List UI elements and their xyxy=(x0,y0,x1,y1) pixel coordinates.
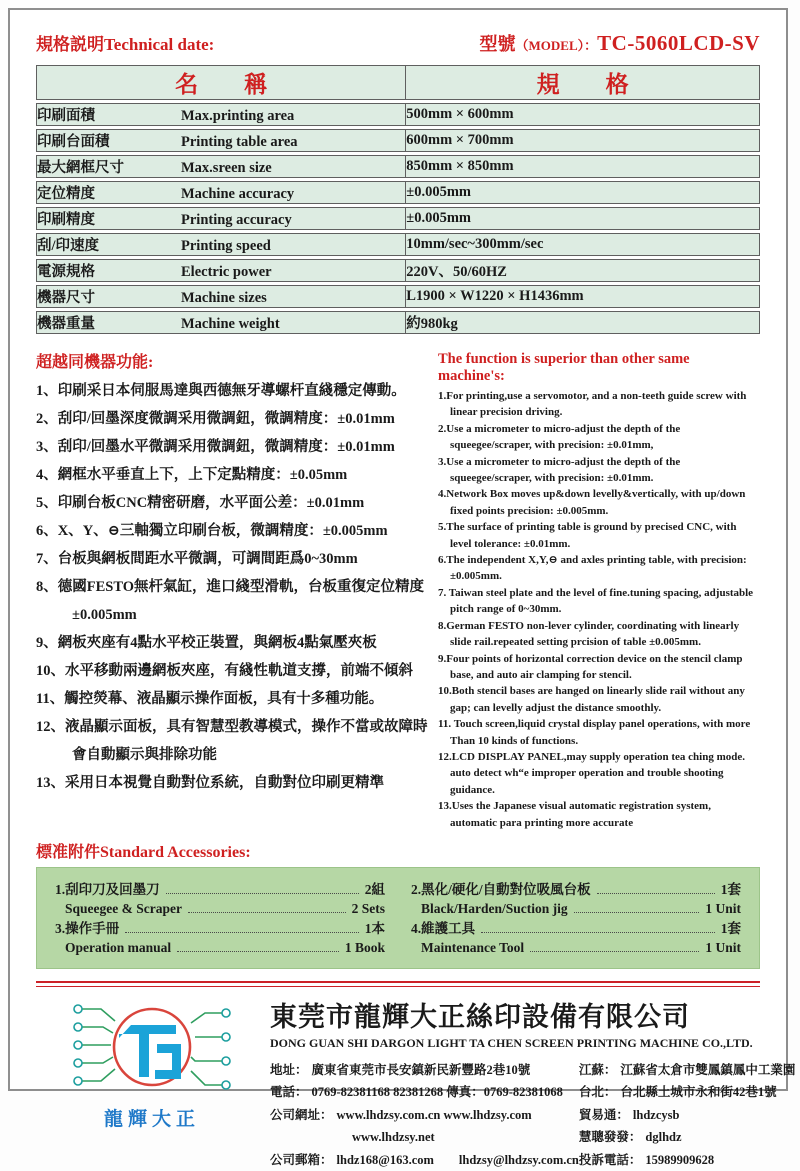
feature-cn-item: 4、網框水平垂直上下，上下定點精度：±0.05mm xyxy=(36,467,348,483)
feature-en-item: 4.Network Box moves up&down levelly&vertically, with up/down fixed points precision: ±0.005mm. xyxy=(438,488,746,517)
contact-label: 公司網址： xyxy=(270,1107,333,1122)
spec-name-cell xyxy=(36,285,405,308)
spec-name-cn: 印刷精度 xyxy=(37,212,95,228)
footer-divider-rule xyxy=(36,981,760,987)
accessory-line xyxy=(55,919,385,939)
accessory-quantity: 1 Unit xyxy=(705,940,741,956)
accessories-box xyxy=(36,867,760,969)
features-section xyxy=(36,349,760,831)
features-en-title: The function is superior than other same machine's: xyxy=(438,351,690,384)
contacts-left-column xyxy=(270,1059,579,1171)
accessory-line xyxy=(55,938,385,958)
contact-label: 投訴電話： xyxy=(578,1152,642,1167)
spec-name-cn: 刮/印速度 xyxy=(37,238,100,254)
spec-table xyxy=(36,62,760,337)
feature-cn-item: 9、網板夾座有4點水平校正裝置，與網板4點氣壓夾板 xyxy=(36,635,377,651)
spec-value-cell: 10mm/sec~300mm/sec xyxy=(405,233,760,256)
accessories-right-column xyxy=(411,880,741,958)
spec-name-cn: 印刷面積 xyxy=(37,108,95,124)
accessory-line xyxy=(411,938,741,958)
spec-table-row xyxy=(36,129,760,152)
spec-name-en: Max.printing area xyxy=(181,108,295,124)
contact-value: 江蘇省太倉市雙鳳鎮鳳中工業園 xyxy=(620,1062,796,1077)
accessory-line xyxy=(55,899,385,919)
dotted-leader xyxy=(188,901,346,913)
spec-name-cell xyxy=(36,181,405,204)
accessory-label: 4.維護工具 xyxy=(411,920,476,936)
spec-table-row xyxy=(36,207,760,230)
accessory-line xyxy=(411,880,741,900)
feature-en-item: 12.LCD DISPLAY PANEL,may supply operation tea ching mode. auto detect wh“e improper operation and trouble shooting guidance. xyxy=(438,750,746,796)
features-cn-title: 超越同機器功能: xyxy=(36,354,154,371)
dotted-leader xyxy=(597,882,715,894)
accessory-label: 2.黑化/硬化/自動對位吸風台板 xyxy=(411,881,591,897)
feature-en-item: 9.Four points of horizontal correction device on the stencil clamp base, and auto air clamping for stencil. xyxy=(438,652,743,681)
spec-name-cell xyxy=(36,155,405,178)
spec-name-cell xyxy=(36,129,405,152)
feature-cn-item: 10、水平移動兩邊網板夾座，有綫性軌道支撐，前端不傾斜 xyxy=(36,663,413,679)
feature-cn-item: 8、德國FESTO無杆氣缸，進口綫型滑軌，台板重復定位精度±0.005mm xyxy=(36,579,425,623)
accessory-line xyxy=(411,919,741,939)
contacts xyxy=(270,1059,797,1171)
footer xyxy=(36,995,796,1171)
spec-value-cell: L1900 × W1220 × H1436mm xyxy=(405,285,760,308)
spec-name-cell xyxy=(36,311,405,334)
company-info-block xyxy=(268,995,797,1171)
model-prefix: 型號 xyxy=(479,34,516,54)
spec-name-cell xyxy=(36,207,405,230)
contacts-right-column xyxy=(579,1059,797,1171)
spec-name-en: Electric power xyxy=(181,264,272,280)
spec-value-cell: 600mm × 700mm xyxy=(405,129,760,152)
spec-value-cell: ±0.005mm xyxy=(405,181,760,204)
spec-header-name: 名 稱 xyxy=(36,65,405,100)
contact-line xyxy=(270,1149,579,1171)
features-en-list xyxy=(438,388,760,831)
spec-name-cn: 電源規格 xyxy=(37,264,95,280)
accessory-quantity: 2組 xyxy=(364,881,385,897)
spec-value-cell: 220V、50/60HZ xyxy=(405,259,760,282)
accessory-quantity: 1套 xyxy=(720,920,741,936)
contact-line xyxy=(579,1149,797,1171)
contact-line xyxy=(579,1126,797,1149)
accessory-quantity: 1 Unit xyxy=(705,901,741,917)
spec-name-en: Machine weight xyxy=(181,316,280,332)
feature-cn-item: 3、刮印/回墨水平微調采用微調鈕，微調精度：±0.01mm xyxy=(36,439,395,455)
feature-en-item: 2.Use a micrometer to micro-adjust the depth of the squeegee/scraper, with precision: ±0.01mm, xyxy=(438,422,681,452)
spec-table-row xyxy=(36,311,760,334)
spec-value-cell: 500mm × 600mm xyxy=(405,103,760,126)
spec-name-cn: 機器重量 xyxy=(37,316,95,332)
accessories-title: 標准附件Standard Accessories: xyxy=(36,843,251,861)
accessory-label: Operation manual xyxy=(65,940,172,956)
spec-table-row xyxy=(36,103,760,126)
contact-label: 地址： xyxy=(270,1062,308,1077)
spec-name-cell xyxy=(36,103,405,126)
contact-value: lhdz168@163.com lhdzsy@lhdzsy.com.cn xyxy=(336,1152,579,1167)
dotted-leader xyxy=(177,940,339,952)
accessory-quantity: 1套 xyxy=(720,881,741,897)
accessory-line xyxy=(55,880,385,900)
spec-value-cell: 約980kg xyxy=(405,311,760,334)
spec-name-cn: 機器尺寸 xyxy=(37,290,95,306)
feature-cn-item: 12、液晶顯示面板，具有智慧型教導模式，操作不當或故障時會自動顯示與排除功能 xyxy=(36,719,428,763)
tech-date-title: 規格説明Technical date: xyxy=(36,35,215,54)
feature-en-item: 1.For printing,use a servomotor, and a non-teeth guide screw with linear precision driving. xyxy=(438,390,747,419)
contact-value: www.lhdzsy.com.cn www.lhdzsy.com xyxy=(336,1107,532,1122)
contact-value: 15989909628 xyxy=(645,1152,715,1167)
spec-value-cell: 850mm × 850mm xyxy=(405,155,760,178)
features-cn-list xyxy=(36,377,428,797)
spec-sheet-page xyxy=(8,8,796,1167)
feature-en-item: 10.Both stencil bases are hanged on linearly slide rail without any gap; can levelly adjust the distance smoothly. xyxy=(438,685,745,714)
dotted-leader xyxy=(166,882,359,894)
accessory-quantity: 2 Sets xyxy=(351,901,385,917)
spec-name-en: Printing accuracy xyxy=(181,212,292,228)
feature-en-item: 11. Touch screen,liquid crystal display panel operations, with more Than 10 kinds of functions. xyxy=(438,718,751,747)
logo-caption: 龍輝大正 xyxy=(103,1108,200,1130)
model-title xyxy=(480,30,760,56)
feature-en-item: 6.The independent X,Y,⊖ and axles printing table, with precision: ±0.005mm. xyxy=(438,554,747,583)
spec-name-en: Machine sizes xyxy=(181,290,267,306)
company-logo-block xyxy=(36,995,268,1171)
dotted-leader xyxy=(125,921,359,933)
contact-value: www.lhdzsy.net xyxy=(352,1130,435,1145)
contact-label: 江蘇： xyxy=(578,1062,617,1077)
company-name-cn: 東莞市龍輝大正絲印設備有限公司 xyxy=(270,1001,690,1032)
spec-name-en: Printing table area xyxy=(181,134,298,150)
feature-cn-item: 5、印刷台板CNC精密研磨，水平面公差：±0.01mm xyxy=(36,495,365,511)
feature-en-item: 3.Use a micrometer to micro-adjust the depth of the squeegee/scraper, with precision: ±0.01mm. xyxy=(438,455,681,485)
spec-name-cell xyxy=(36,233,405,256)
contact-label: 公司郵箱： xyxy=(270,1152,333,1167)
spec-table-row xyxy=(36,285,760,308)
accessory-label: Squeegee & Scraper xyxy=(65,901,182,917)
spec-name-cn: 印刷台面積 xyxy=(37,134,110,150)
contact-line xyxy=(579,1104,797,1127)
contact-line xyxy=(270,1104,579,1127)
spec-table-header-row xyxy=(36,65,760,100)
feature-cn-item: 2、刮印/回墨深度微調采用微調鈕，微調精度：±0.01mm xyxy=(36,411,395,427)
model-paren: （MODEL）： xyxy=(515,38,598,53)
spec-name-en: Max.sreen size xyxy=(181,160,272,176)
contact-line xyxy=(270,1126,579,1149)
feature-en-item: 13.Uses the Japanese visual automatic registration system, automatic para printing more accurate xyxy=(438,800,711,829)
spec-table-row xyxy=(36,181,760,204)
accessory-label: 1.刮印刀及回墨刀 xyxy=(55,881,160,897)
contact-value: dglhdz xyxy=(645,1130,682,1145)
spec-name-cn: 最大網框尺寸 xyxy=(37,160,124,176)
feature-cn-item: 6、X、Y、⊖三軸獨立印刷台板，微調精度：±0.005mm xyxy=(36,523,388,539)
contact-line xyxy=(579,1059,797,1082)
feature-cn-item: 11、觸控熒幕、液晶顯示操作面板，具有十多種功能。 xyxy=(36,691,384,707)
features-chinese-column xyxy=(36,349,428,831)
feature-en-item: 8.German FESTO non-lever cylinder, coordinating with linearly slide rail.repeated setting prcision of table ±0.005mm. xyxy=(438,619,740,649)
contact-label: 慧聰發發： xyxy=(578,1130,642,1145)
contact-value: 0769-82381168 82381268 傳真：0769-82381068 xyxy=(311,1085,563,1100)
contact-value: 廣東省東莞市長安鎮新民新豐路2巷10號 xyxy=(311,1062,531,1077)
spec-table-row xyxy=(36,233,760,256)
contact-value: 台北縣土城市永和街42巷1號 xyxy=(620,1085,777,1100)
contact-label: 貿易通： xyxy=(578,1107,629,1122)
spec-table-row xyxy=(36,155,760,178)
spec-value-cell: ±0.005mm xyxy=(405,207,760,230)
contact-line xyxy=(270,1059,579,1082)
spec-header-spec: 規 格 xyxy=(405,65,760,100)
accessory-line xyxy=(411,899,741,919)
spec-table-row xyxy=(36,259,760,282)
accessory-label: Maintenance Tool xyxy=(421,940,525,956)
title-row xyxy=(36,30,760,56)
contact-label: 台北： xyxy=(578,1085,617,1100)
feature-cn-item: 7、台板與網板間距水平微調，可調間距爲0~30mm xyxy=(36,551,358,567)
accessories-left-column xyxy=(55,880,385,958)
accessory-label: Black/Harden/Suction jig xyxy=(421,901,568,917)
contact-label: 電話： xyxy=(270,1085,308,1100)
feature-en-item: 5.The surface of printing table is ground by precised CNC, with level tolerance: ±0.01mm. xyxy=(438,521,737,550)
spec-name-en: Printing speed xyxy=(181,238,271,254)
spec-name-en: Machine accuracy xyxy=(181,186,295,202)
dotted-leader xyxy=(530,940,699,952)
feature-cn-item: 13、采用日本視覺自動對位系統，自動對位印刷更精準 xyxy=(36,775,384,791)
company-name-en: DONG GUAN SHI DARGON LIGHT TA CHEN SCREEN PRINTING MACHINE CO.,LTD. xyxy=(270,1035,753,1050)
accessory-quantity: 1 Book xyxy=(344,940,385,956)
contact-value: lhdzcysb xyxy=(632,1107,680,1122)
features-english-column xyxy=(438,349,760,831)
dotted-leader xyxy=(481,921,715,933)
accessory-label: 3.操作手冊 xyxy=(55,920,120,936)
model-number: TC-5060LCD-SV xyxy=(597,31,760,55)
spec-name-cell xyxy=(36,259,405,282)
dotted-leader xyxy=(574,901,700,913)
feature-en-item: 7. Taiwan steel plate and the level of fine.tuning spacing, adjustable pitch range of 0~30mm. xyxy=(438,586,754,616)
spec-name-cn: 定位精度 xyxy=(37,186,95,202)
feature-cn-item: 1、印刷采日本伺服馬達與西德無牙導螺杆直綫穩定傳動。 xyxy=(36,383,406,399)
company-logo-icon xyxy=(67,997,237,1099)
accessory-quantity: 1本 xyxy=(364,920,385,936)
